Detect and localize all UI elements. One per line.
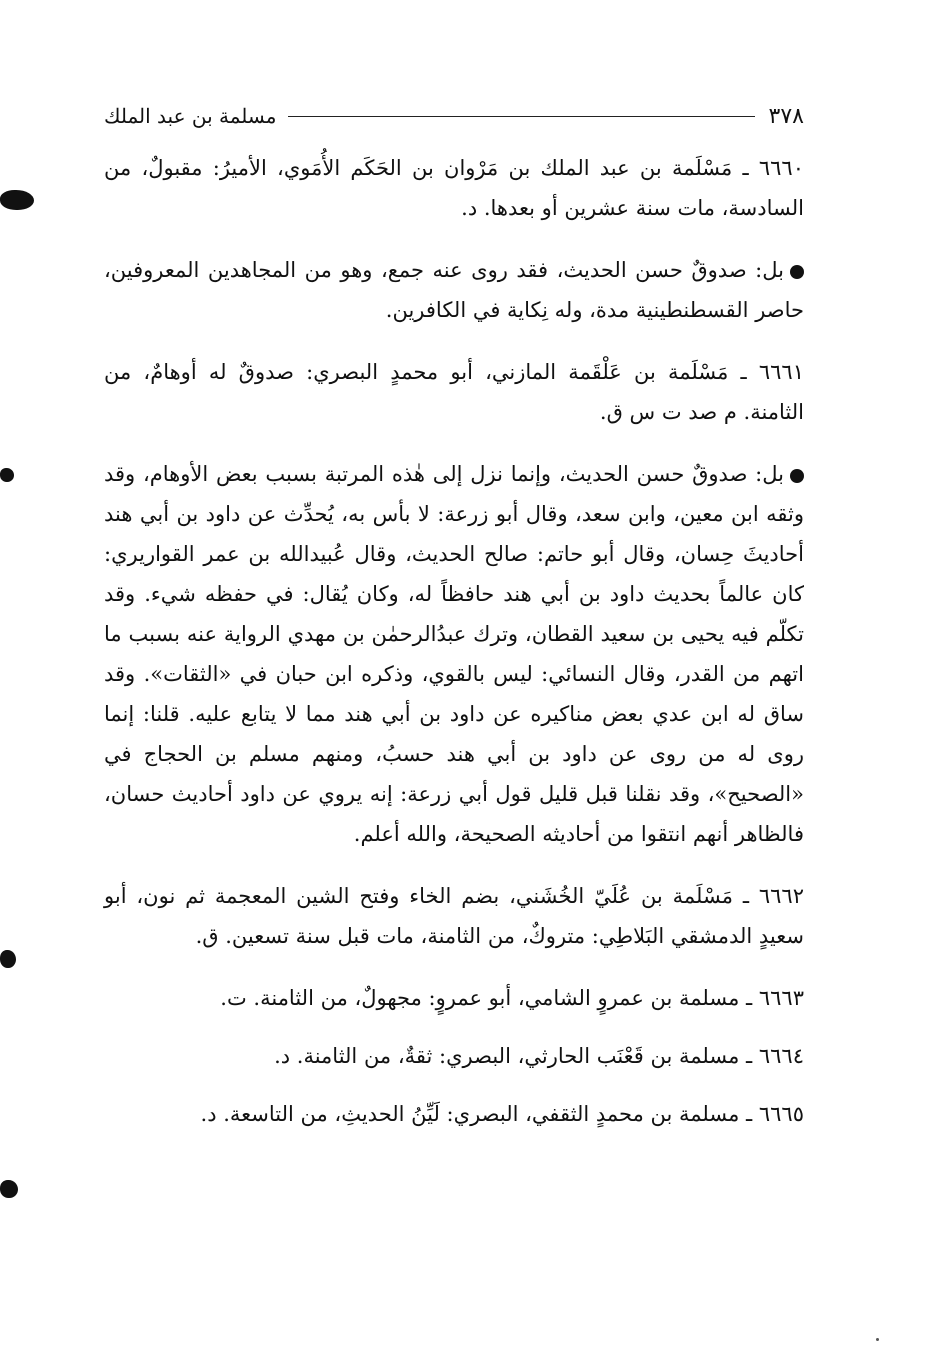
entry-6661: ٦٦٦١ ـ مَسْلَمة بن عَلْقَمة المازني، أبو محمدٍ البصري: صدوقٌ له أوهامٌ، من الثامنة. م صد ت س ق. (104, 360, 804, 424)
entry-comment (104, 250, 804, 330)
spacer (104, 854, 804, 876)
ink-mark (0, 950, 16, 968)
running-head (104, 96, 804, 136)
spacer (104, 228, 804, 250)
comment-text: بل: صدوقٌ حسن الحديث، وإنما نزل إلى هٰذه المرتبة بسبب بعض الأوهام، وقد وثقه ابن معين، وابن سعد، وقال أبو زرعة: لا بأس به، يُحدِّث عن داود بن أبي هند أحاديثَ حِسان، وقال أبو حاتم: صالح الحديث، وقال عُبيدالله بن عمر القواريري: كان عالماً بحديث داود بن أبي هند حافظاً له، وكان يُقال: في حفظه شيء. وقد تكلّم فيه يحيى بن سعيد القطان، وترك عبدُالرحمٰن بن مهدي الرواية عنه بسبب ما اتهم من القدر، وقال النسائي: ليس بالقوي، وذكره ابن حبان في «الثقات». وقد ساق له ابن عدي بعض مناكيره عن داود بن أبي هند مما لا يتابع عليه. قلنا: إنما روى له من روى عن داود بن أبي هند حسبُ، ومنهم مسلم بن الحجاج في «الصحيح»، وقد نقلنا قبل قليل قول أبي زرعة: إنه يروي عن داود أحاديث حسان، فالظاهر أنهم انتقوا من أحاديثه الصحيحة، والله أعلم. (104, 462, 804, 846)
ink-mark (0, 468, 14, 482)
entry-6665: ٦٦٦٥ ـ مسلمة بن محمدٍ الثقفي، البصري: لَيِّنُ الحديثِ، من التاسعة. د. (200, 1102, 804, 1126)
spacer (104, 956, 804, 978)
entry-6664: ٦٦٦٤ ـ مسلمة بن قَعْنَب الحارثي، البصري: ثقةٌ، من الثامنة. د. (274, 1044, 804, 1068)
spacer (104, 330, 804, 352)
chapter-title: مسلمة بن عبد الملك (104, 104, 277, 128)
comment-text: بل: صدوقٌ حسن الحديث، فقد روى عنه جمع، وهو من المجاهدين المعروفين، حاصر القسطنطينية مدة، وله نِكاية في الكافرين. (104, 258, 804, 322)
stray-dot (876, 1338, 879, 1341)
entry-6660: ٦٦٦٠ ـ مَسْلَمة بن عبد الملك بن مَرْوان بن الحَكَم الأُمَوي، الأميرُ: مقبولٌ، من السادسة، مات سنة عشرين أو بعدها. د. (104, 156, 804, 220)
bullet-icon (790, 265, 804, 279)
entry-comment (104, 454, 804, 854)
page (104, 96, 804, 1134)
spacer (104, 1076, 804, 1094)
ink-mark (0, 190, 34, 210)
spacer (104, 136, 804, 148)
header-rule (288, 116, 754, 117)
ink-mark (0, 1180, 18, 1198)
bullet-icon (790, 469, 804, 483)
spacer (104, 432, 804, 454)
entry-6662: ٦٦٦٢ ـ مَسْلَمة بن عُلَيّ الخُشَني، بضم الخاء وفتح الشين المعجمة ثم نون، أبو سعيدٍ الدمشقي البَلاطِي: متروكٌ، من الثامنة، مات قبل سنة تسعين. ق. (104, 884, 804, 948)
entry-6663: ٦٦٦٣ ـ مسلمة بن عمروٍ الشامي، أبو عمروٍ: مجهولٌ، من الثامنة. ت. (220, 986, 804, 1010)
page-number: ٣٧٨ (768, 103, 804, 129)
spacer (104, 1018, 804, 1036)
